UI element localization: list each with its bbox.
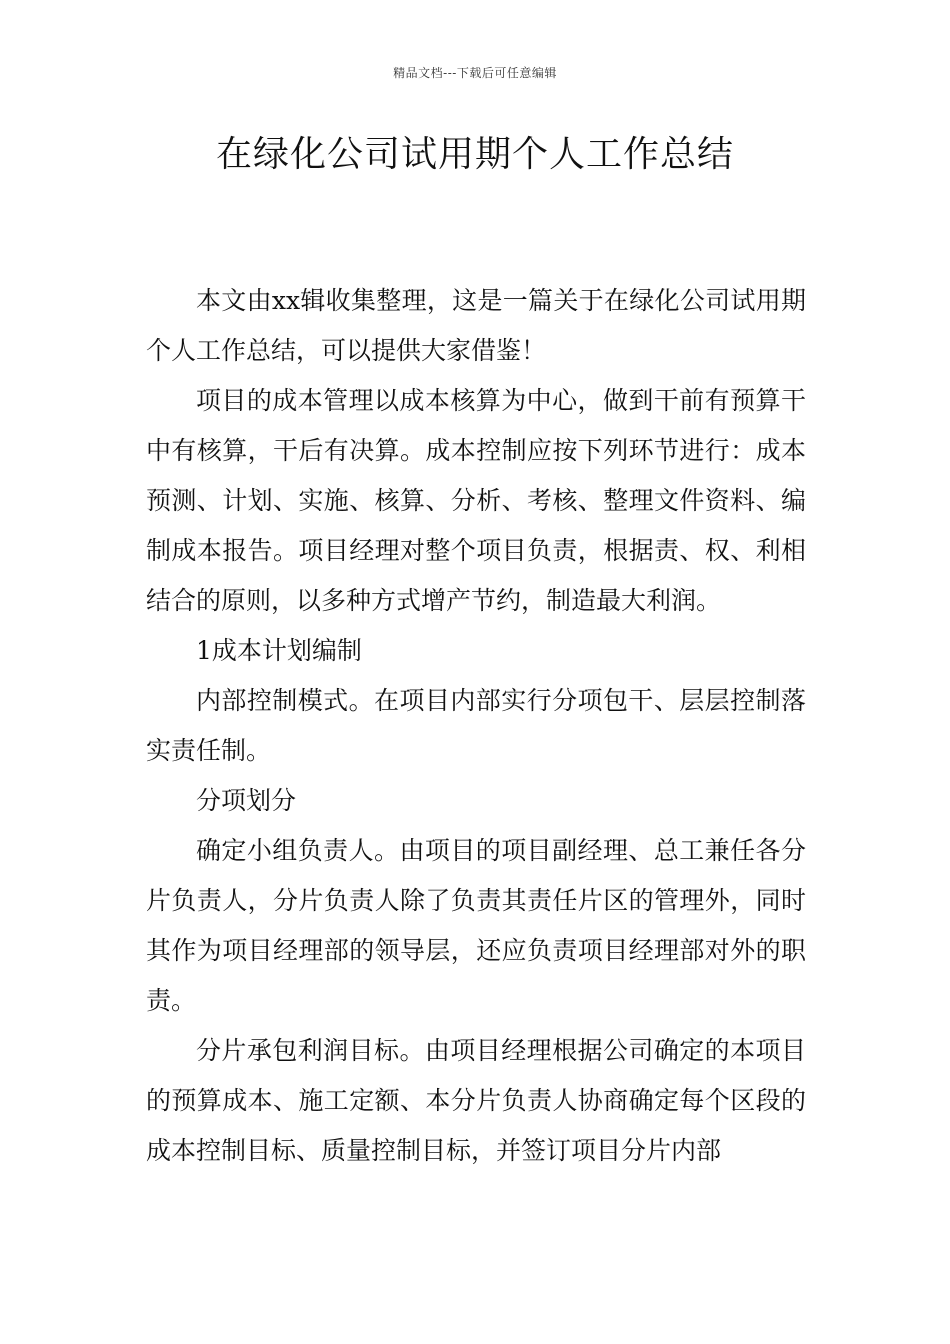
paragraph-cost-management: 项目的成本管理以成本核算为中心，做到干前有预算干中有核算，干后有决算。成本控制应按下列环节进行：成本预测、计划、实施、核算、分析、考核、整理文件资料、编制成本报告。项目经理对整个项目负责，根据责、权、利相结合的原则，以多种方式增产节约，制造最大利润。 <box>146 386 806 615</box>
document-body <box>146 276 806 1176</box>
paragraph-internal-control: 内部控制模式。在项目内部实行分项包干、层层控制落实责任制。 <box>146 686 806 765</box>
document-title: 在绿化公司试用期个人工作总结 <box>215 134 734 175</box>
section-heading-division: 分项划分 <box>196 786 297 815</box>
paragraph-profit-target: 分片承包利润目标。由项目经理根据公司确定的本项目的预算成本、施工定额、本分片负责人协商确定每个区段的成本控制目标、质量控制目标，并签订项目分片内部 <box>146 1036 806 1165</box>
paragraph-group-leader: 确定小组负责人。由项目的项目副经理、总工兼任各分片负责人，分片负责人除了负责其责任片区的管理外，同时其作为项目经理部的领导层，还应负责项目经理部对外的职责。 <box>146 836 806 1015</box>
header-note: 精品文档---下载后可任意编辑 <box>393 66 557 80</box>
section-heading-cost-plan: 1成本计划编制 <box>196 636 362 665</box>
paragraph-intro: 本文由xx辑收集整理，这是一篇关于在绿化公司试用期个人工作总结，可以提供大家借鉴！ <box>146 286 806 365</box>
